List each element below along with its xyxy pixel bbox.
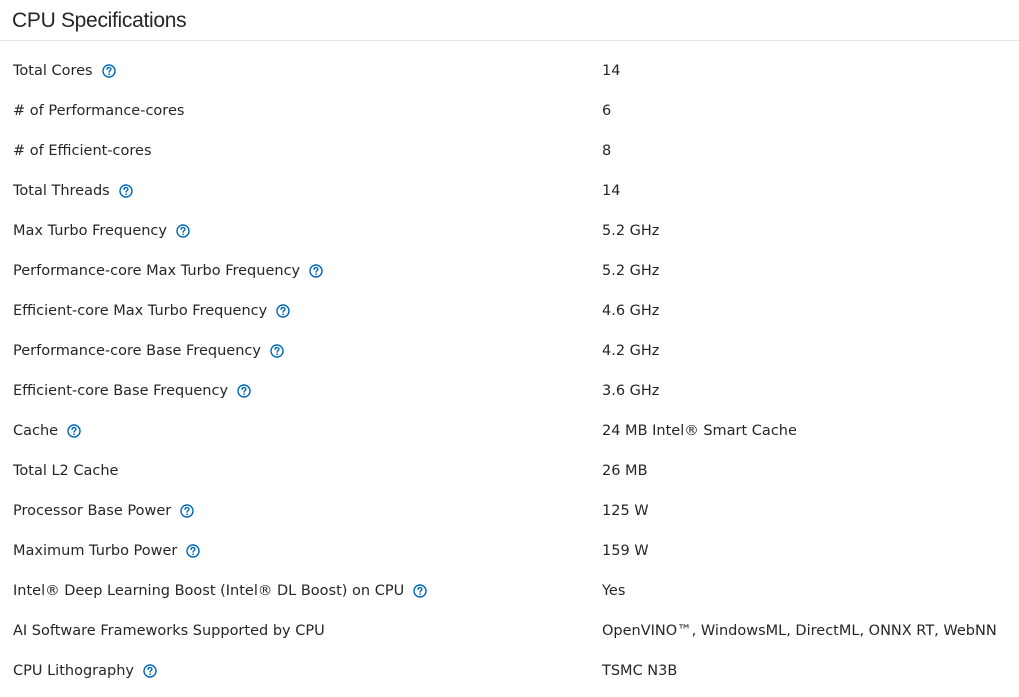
help-icon[interactable]	[67, 424, 81, 438]
help-icon[interactable]	[276, 304, 290, 318]
help-icon[interactable]	[309, 264, 323, 278]
spec-label-text: Total L2 Cache	[13, 463, 119, 479]
spec-row-3	[0, 131, 1019, 171]
spec-row-16	[0, 651, 1019, 691]
spec-label-text: Efficient-core Base Frequency	[13, 383, 229, 399]
spec-label	[13, 451, 118, 491]
spec-row-8	[0, 331, 1019, 371]
spec-value: 8	[602, 143, 612, 159]
spec-value: 14	[602, 63, 621, 79]
spec-label	[13, 411, 81, 451]
spec-row-2	[0, 91, 1019, 131]
spec-value: 6	[602, 103, 612, 119]
spec-value: TSMC N3B	[602, 663, 678, 679]
spec-row-15	[0, 611, 1019, 651]
spec-label	[13, 211, 190, 251]
spec-list	[0, 51, 1019, 691]
spec-value: 24 MB Intel® Smart Cache	[602, 423, 797, 439]
help-icon[interactable]	[413, 584, 427, 598]
help-icon[interactable]	[119, 184, 133, 198]
help-icon[interactable]	[180, 504, 194, 518]
help-icon[interactable]	[186, 544, 200, 558]
spec-label	[13, 291, 290, 331]
spec-row-9	[0, 371, 1019, 411]
spec-label-text: # of Efficient-cores	[13, 143, 152, 159]
spec-label-text: Total Threads	[13, 183, 110, 199]
spec-label	[13, 571, 427, 611]
spec-value: 5.2 GHz	[602, 223, 660, 239]
spec-label	[13, 331, 284, 371]
spec-row-5	[0, 211, 1019, 251]
spec-row-7	[0, 291, 1019, 331]
spec-row-10	[0, 411, 1019, 451]
spec-label-text: Performance-core Base Frequency	[13, 343, 261, 359]
spec-label	[13, 131, 152, 171]
spec-value: 14	[602, 183, 621, 199]
spec-row-13	[0, 531, 1019, 571]
spec-label	[13, 91, 184, 131]
spec-label	[13, 491, 194, 531]
spec-value: 4.6 GHz	[602, 303, 660, 319]
spec-label	[13, 611, 325, 651]
spec-label	[13, 531, 200, 571]
spec-row-4	[0, 171, 1019, 211]
spec-row-6	[0, 251, 1019, 291]
spec-row-11	[0, 451, 1019, 491]
spec-label	[13, 651, 157, 691]
spec-value: 26 MB	[602, 463, 648, 479]
section-title: CPU Specifications	[12, 9, 187, 32]
spec-label	[13, 371, 251, 411]
spec-label-text: Intel® Deep Learning Boost (Intel® DL Boost) on CPU	[13, 583, 405, 599]
spec-label-text: CPU Lithography	[13, 663, 134, 679]
spec-value: 159 W	[602, 543, 649, 559]
spec-label-text: AI Software Frameworks Supported by CPU	[13, 623, 325, 639]
spec-label-text: Processor Base Power	[13, 503, 172, 519]
spec-value: 4.2 GHz	[602, 343, 660, 359]
spec-label	[13, 51, 116, 91]
spec-row-1	[0, 51, 1019, 91]
spec-label-text: Efficient-core Max Turbo Frequency	[13, 303, 268, 319]
help-icon[interactable]	[143, 664, 157, 678]
spec-label-text: Maximum Turbo Power	[13, 543, 178, 559]
section-header	[0, 0, 1019, 41]
spec-label	[13, 251, 323, 291]
help-icon[interactable]	[102, 64, 116, 78]
spec-label-text: Max Turbo Frequency	[13, 223, 167, 239]
spec-value: 125 W	[602, 503, 649, 519]
spec-label-text: Performance-core Max Turbo Frequency	[13, 263, 301, 279]
spec-row-14	[0, 571, 1019, 611]
spec-value: 5.2 GHz	[602, 263, 660, 279]
spec-label	[13, 171, 133, 211]
spec-value: 3.6 GHz	[602, 383, 660, 399]
help-icon[interactable]	[237, 384, 251, 398]
spec-label-text: Total Cores	[13, 63, 93, 79]
help-icon[interactable]	[270, 344, 284, 358]
spec-label-text: # of Performance-cores	[13, 103, 185, 119]
spec-value: OpenVINO™, WindowsML, DirectML, ONNX RT, WebNN	[602, 623, 997, 639]
spec-value: Yes	[602, 583, 626, 599]
help-icon[interactable]	[176, 224, 190, 238]
spec-label-text: Cache	[13, 423, 59, 439]
spec-row-12	[0, 491, 1019, 531]
